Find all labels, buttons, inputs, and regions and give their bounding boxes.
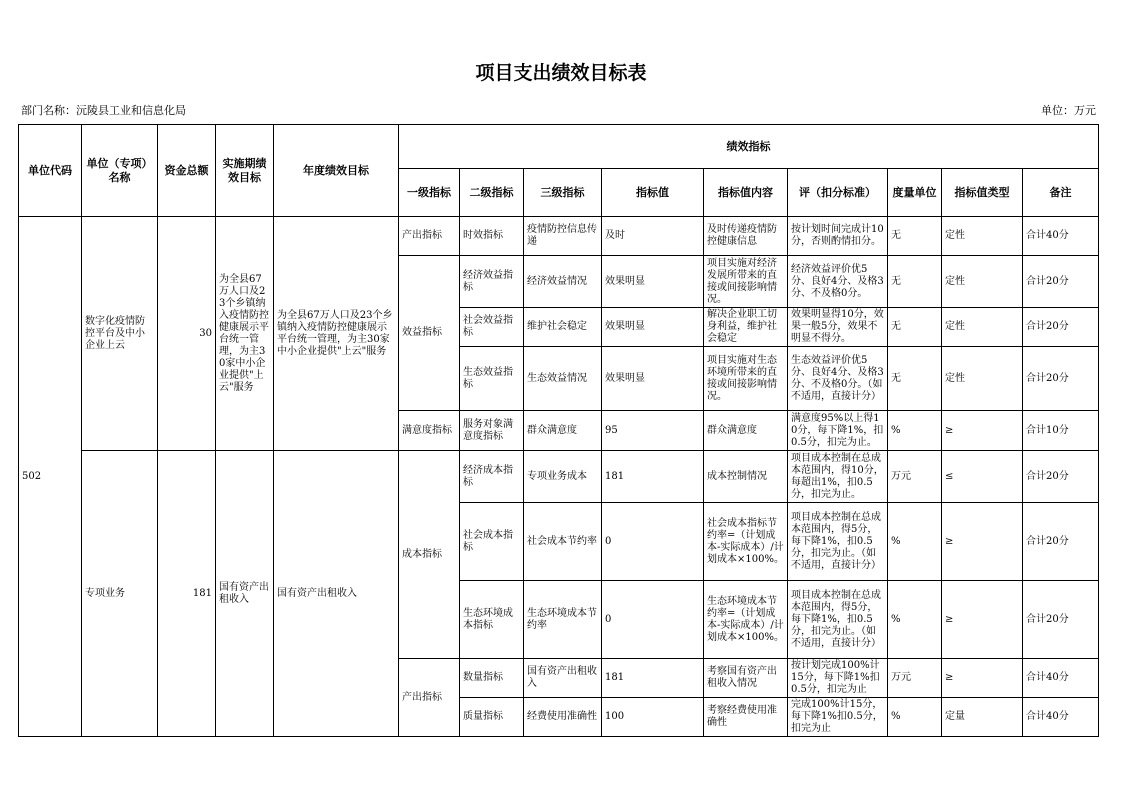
header-level1: 一级指标 — [399, 169, 460, 217]
value-cell: 181 — [602, 659, 704, 698]
header-measure-unit: 度量单位 — [888, 169, 942, 217]
impl-goal-cell: 为全县67万人口及23个乡镇纳入疫情防控健康展示平台统一管理，为主30家中小企业提供"上云"服务 — [216, 217, 274, 451]
level3-cell: 群众满意度 — [524, 411, 602, 451]
value-cell: 181 — [602, 451, 704, 503]
measure-unit-cell: 无 — [888, 256, 942, 308]
header-value-type: 指标值类型 — [942, 169, 1023, 217]
annual-goal-cell: 为全县67万人口及23个乡镇纳入疫情防控健康展示平台统一管理，为主30家中小企业提供"上云"服务 — [274, 217, 399, 451]
remark-cell: 合计20分 — [1023, 581, 1099, 659]
project-funds-cell: 181 — [158, 451, 216, 737]
remark-cell: 合计40分 — [1023, 698, 1099, 737]
department-name: 部门名称：沅陵县工业和信息化局 — [21, 104, 186, 117]
header-remarks: 备注 — [1023, 169, 1099, 217]
remark-cell: 合计20分 — [1023, 503, 1099, 581]
header-level3: 三级指标 — [524, 169, 602, 217]
level2-cell: 时效指标 — [460, 217, 524, 256]
scoring-cell: 满意度95%以上得10分，每下降1%，扣0.5分，扣完为止。 — [788, 411, 888, 451]
content-cell: 考察国有资产出租收入情况 — [704, 659, 788, 698]
performance-goal-table — [18, 124, 1099, 737]
project-name-cell: 数字化疫情防控平台及中小企业上云 — [82, 217, 158, 451]
content-cell: 成本控制情况 — [704, 451, 788, 503]
level1-cell: 成本指标 — [399, 451, 460, 659]
level3-cell: 维护社会稳定 — [524, 308, 602, 347]
value-type-cell: 定性 — [942, 308, 1023, 347]
level2-cell: 社会成本指标 — [460, 503, 524, 581]
value-cell: 效果明显 — [602, 347, 704, 411]
header-performance-indicators: 绩效指标 — [399, 125, 1099, 169]
value-cell: 100 — [602, 698, 704, 737]
level3-cell: 专项业务成本 — [524, 451, 602, 503]
measure-unit-cell: % — [888, 503, 942, 581]
level3-cell: 社会成本节约率 — [524, 503, 602, 581]
annual-goal-cell: 国有资产出租收入 — [274, 451, 399, 737]
header-level2: 二级指标 — [460, 169, 524, 217]
level2-cell: 生态效益指标 — [460, 347, 524, 411]
content-cell: 生态环境成本节约率=（计划成本-实际成本）/计划成本×100%。 — [704, 581, 788, 659]
value-cell: 0 — [602, 581, 704, 659]
table-row — [19, 217, 1099, 256]
remark-cell: 合计20分 — [1023, 451, 1099, 503]
measure-unit-cell: 无 — [888, 217, 942, 256]
content-cell: 考察经费使用准确性 — [704, 698, 788, 737]
remark-cell: 合计20分 — [1023, 347, 1099, 411]
level2-cell: 经济效益指标 — [460, 256, 524, 308]
content-cell: 社会成本指标节约率=（计划成本-实际成本）/计划成本×100%。 — [704, 503, 788, 581]
value-type-cell: ≥ — [942, 581, 1023, 659]
header-annual-goal: 年度绩效目标 — [274, 125, 399, 217]
value-cell: 95 — [602, 411, 704, 451]
value-type-cell: 定量 — [942, 698, 1023, 737]
measure-unit-cell: % — [888, 581, 942, 659]
remark-cell: 合计40分 — [1023, 659, 1099, 698]
scoring-cell: 项目成本控制在总成本范围内，得5分，每下降1%，扣0.5分，扣完为止。（如不适用，直接计分） — [788, 503, 888, 581]
project-funds-cell: 30 — [158, 217, 216, 451]
level3-cell: 生态环境成本节约率 — [524, 581, 602, 659]
content-cell: 项目实施对生态环境所带来的直接或间接影响情况。 — [704, 347, 788, 411]
measure-unit-cell: 无 — [888, 347, 942, 411]
measure-unit-cell: 无 — [888, 308, 942, 347]
value-cell: 及时 — [602, 217, 704, 256]
value-cell: 效果明显 — [602, 308, 704, 347]
level2-cell: 服务对象满意度指标 — [460, 411, 524, 451]
scoring-cell: 经济效益评价优5分、良好4分、及格3分、不及格0分。 — [788, 256, 888, 308]
header-content: 指标值内容 — [704, 169, 788, 217]
value-type-cell: ≤ — [942, 451, 1023, 503]
page-title: 项目支出绩效目标表 — [475, 62, 647, 84]
scoring-cell: 完成100%计15分，每下降1%扣0.5分，扣完为止 — [788, 698, 888, 737]
level1-cell: 产出指标 — [399, 659, 460, 737]
remark-cell: 合计40分 — [1023, 217, 1099, 256]
level3-cell: 疫情防控信息传递 — [524, 217, 602, 256]
value-cell: 0 — [602, 503, 704, 581]
level2-cell: 生态环境成本指标 — [460, 581, 524, 659]
content-cell: 及时传递疫情防控健康信息 — [704, 217, 788, 256]
header-impl-goal: 实施期绩效目标 — [216, 125, 274, 217]
value-type-cell: 定性 — [942, 217, 1023, 256]
content-cell: 项目实施对经济发展所带来的直接或间接影响情况。 — [704, 256, 788, 308]
value-type-cell: 定性 — [942, 256, 1023, 308]
scoring-cell: 项目成本控制在总成本范围内，得10分，每超出1%，扣0.5分，扣完为止。 — [788, 451, 888, 503]
level2-cell: 质量指标 — [460, 698, 524, 737]
measure-unit-cell: 万元 — [888, 451, 942, 503]
scoring-cell: 效果明显得10分，效果一般5分，效果不明显不得分。 — [788, 308, 888, 347]
currency-unit: 单位：万元 — [1041, 104, 1096, 117]
table-row — [19, 451, 1099, 503]
scoring-cell: 按计划时间完成计10分，否则酌情扣分。 — [788, 217, 888, 256]
content-cell: 群众满意度 — [704, 411, 788, 451]
header-total-funds: 资金总额 — [158, 125, 216, 217]
header-unit-code: 单位代码 — [19, 125, 82, 217]
value-type-cell: ≥ — [942, 503, 1023, 581]
measure-unit-cell: % — [888, 411, 942, 451]
scoring-cell: 按计划完成100%计15分，每下降1%扣0.5分，扣完为止 — [788, 659, 888, 698]
level3-cell: 经费使用准确性 — [524, 698, 602, 737]
scoring-cell: 生态效益评价优5分、良好4分、及格3分、不及格0分。（如不适用，直接计分） — [788, 347, 888, 411]
content-cell: 解决企业职工切身利益，维护社会稳定 — [704, 308, 788, 347]
level2-cell: 经济成本指标 — [460, 451, 524, 503]
header-unit-name: 单位（专项）名称 — [82, 125, 158, 217]
value-type-cell: ≥ — [942, 411, 1023, 451]
level2-cell: 数量指标 — [460, 659, 524, 698]
level1-cell: 满意度指标 — [399, 411, 460, 451]
value-cell: 效果明显 — [602, 256, 704, 308]
level3-cell: 经济效益情况 — [524, 256, 602, 308]
level3-cell: 国有资产出租收入 — [524, 659, 602, 698]
header-value: 指标值 — [602, 169, 704, 217]
remark-cell: 合计10分 — [1023, 411, 1099, 451]
project-name-cell: 专项业务 — [82, 451, 158, 737]
level3-cell: 生态效益情况 — [524, 347, 602, 411]
measure-unit-cell: % — [888, 698, 942, 737]
remark-cell: 合计20分 — [1023, 308, 1099, 347]
measure-unit-cell: 万元 — [888, 659, 942, 698]
remark-cell: 合计20分 — [1023, 256, 1099, 308]
value-type-cell: ≥ — [942, 659, 1023, 698]
level2-cell: 社会效益指标 — [460, 308, 524, 347]
unit-code-cell: 502 — [19, 217, 82, 737]
level1-cell: 产出指标 — [399, 217, 460, 256]
scoring-cell: 项目成本控制在总成本范围内，得5分，每下降1%，扣0.5分，扣完为止。（如不适用，直接计分） — [788, 581, 888, 659]
level1-cell: 效益指标 — [399, 256, 460, 411]
header-scoring: 评（扣分标准） — [788, 169, 888, 217]
impl-goal-cell: 国有资产出租收入 — [216, 451, 274, 737]
value-type-cell: 定性 — [942, 347, 1023, 411]
